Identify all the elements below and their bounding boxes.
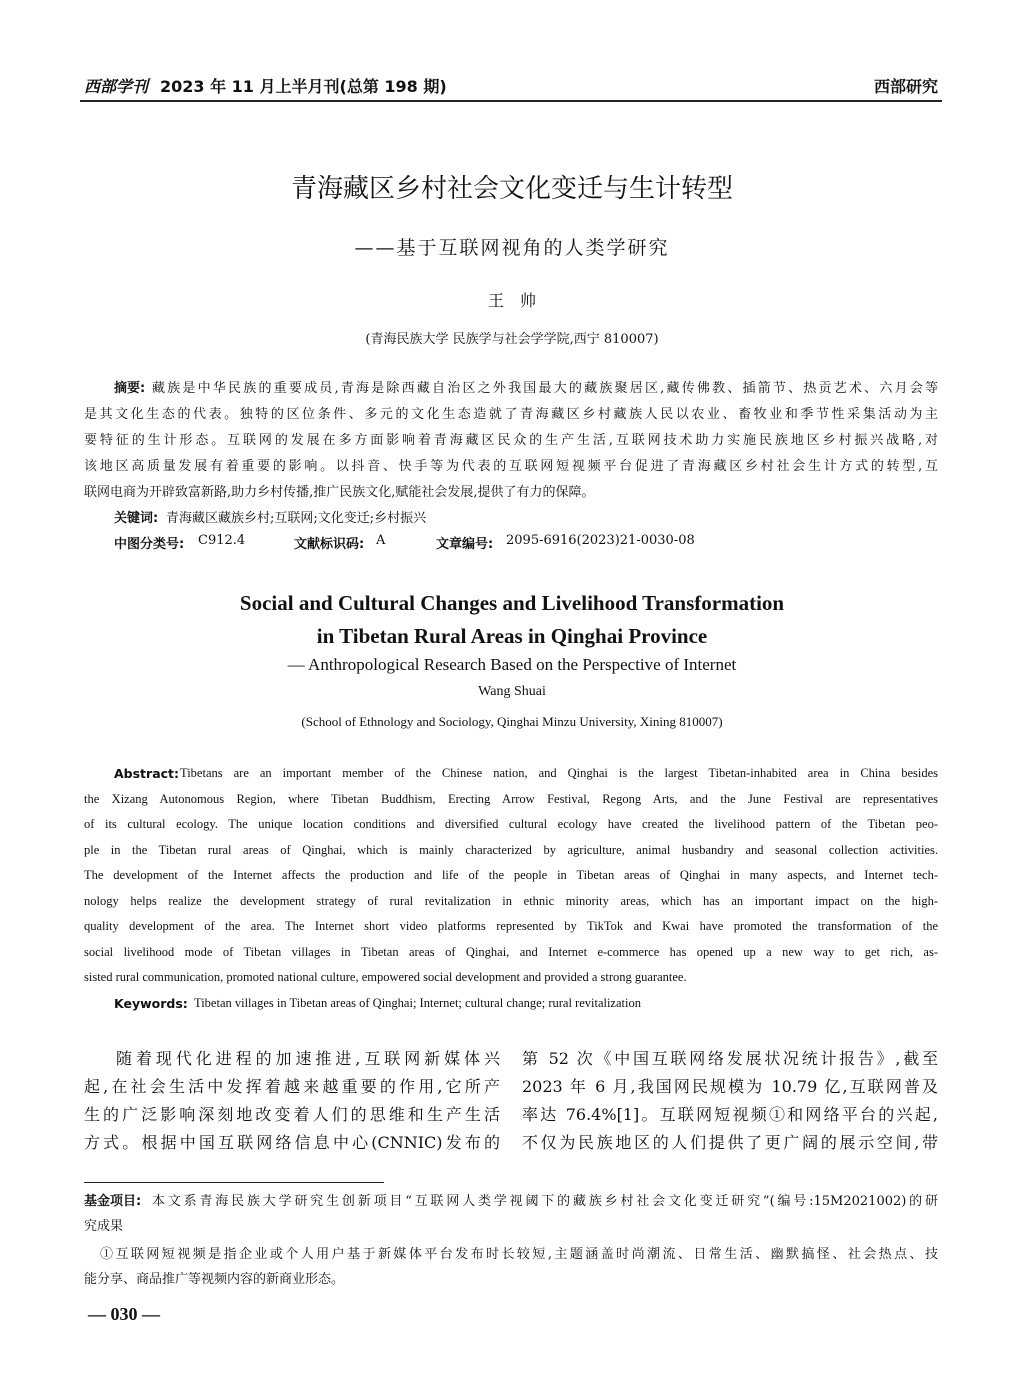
article-no-value: 2095-6916(2023)21-0030-08 <box>506 533 695 548</box>
abstract-cn-label: 摘要: <box>114 381 146 396</box>
footnote-line: 能分享、商品推广等视频内容的新商业形态。 <box>84 1272 345 1287</box>
abstract-en-line: ple in the Tibetan rural areas of Qinghai, which is mainly characterized by agriculture, animal husbandry and seasonal collection activities. <box>84 843 938 857</box>
article-no-label: 文章编号: <box>436 537 494 552</box>
abstract-en-line: nology helps realize the development strategy of rural revitalization in ethnic minority areas, which has an important impact on the high- <box>84 894 938 908</box>
keywords-en-label: Keywords: <box>114 996 188 1011</box>
body-line: 方式。根据中国互联网络信息中心(CNNIC)发布的 <box>84 1133 500 1152</box>
doc-code-value: A <box>376 533 386 548</box>
keywords-cn-label: 关键词: <box>114 511 159 526</box>
abstract-en-line: social livelihood mode of Tibetan villages in Tibetan areas of Qinghai, and Internet e-commerce has opened up a new way to get rich, as- <box>84 945 938 959</box>
clc-label: 中图分类号: <box>114 537 185 552</box>
affiliation-en: (School of Ethnology and Sociology, Qinghai Minzu University, Xining 810007) <box>301 714 723 729</box>
clc-value: C912.4 <box>198 533 246 548</box>
abstract-en-line: the Xizang Autonomous Region, where Tibetan Buddhism, Erecting Arrow Festival, Regong Arts, and the June Festival are representatives <box>84 792 938 806</box>
title-en-line: Social and Cultural Changes and Livelihood Transformation <box>239 591 785 615</box>
fund-label: 基金项目: <box>84 1194 142 1209</box>
title-en <box>0 587 1024 653</box>
journal-logo: 西部学刊 <box>84 77 149 96</box>
title-en-line: in Tibetan Rural Areas in Qinghai Province <box>316 624 708 648</box>
abstract-en-line: The development of the Internet affects the production and life of the people in Tibetan areas of Qinghai in many aspects, and Internet tech- <box>84 868 938 882</box>
abstract-en-label: Abstract: <box>114 766 180 781</box>
body-line: 生的广泛影响深刻地改变着人们的思维和生产生活 <box>84 1105 500 1124</box>
author: 王 帅 <box>487 291 536 310</box>
abstract-cn-line: 该地区高质量发展有着重要的影响。以抖音、快手等为代表的互联网短视频平台促进了青海藏区乡村社会生计方式的转型,互 <box>84 459 938 474</box>
affiliation: (青海民族大学 民族学与社会学学院,西宁 810007) <box>365 332 659 347</box>
header-rule <box>80 100 942 102</box>
abstract-cn-line: 联网电商为开辟致富新路,助力乡村传播,推广民族文化,赋能社会发展,提供了有力的保障。 <box>84 485 595 500</box>
abstract-cn-line: 要特征的生计形态。互联网的发展在多方面影响着青海藏区民众的生产生活,互联网技术助力实施民族地区乡村振兴战略,对 <box>84 433 938 448</box>
abstract-cn-line: 藏族是中华民族的重要成员,青海是除西藏自治区之外我国最大的藏族聚居区,藏传佛教、插箭节、热贡艺术、六月会等 <box>152 381 938 396</box>
paper-subtitle: ——基于互联网视角的人类学研究 <box>354 237 670 259</box>
author-en: Wang Shuai <box>478 684 546 699</box>
body-line: 第 52 次《中国互联网络发展状况统计报告》,截至 <box>522 1049 938 1068</box>
doc-code-label: 文献标识码: <box>294 537 365 552</box>
fund-line: 究成果 <box>84 1219 124 1234</box>
abstract-en-line: Tibetans are an important member of the Chinese nation, and Qinghai is the largest Tibetan-inhabited area in China besides <box>180 766 938 780</box>
page-number: — 030 — <box>88 1304 160 1324</box>
body-line: 起,在社会生活中发挥着越来越重要的作用,它所产 <box>84 1077 500 1096</box>
footnote-line: ①互联网短视频是指企业或个人用户基于新媒体平台发布时长较短,主题涵盖时尚潮流、日常生活、幽默搞怪、社会热点、技 <box>100 1247 938 1262</box>
body-line: 不仅为民族地区的人们提供了更广阔的展示空间,带 <box>522 1133 938 1152</box>
abstract-cn-line: 是其文化生态的代表。独特的区位条件、多元的文化生态造就了青海藏区乡村藏族人民以农业、畜牧业和季节性采集活动为主 <box>84 407 938 422</box>
body-line: 随着现代化进程的加速推进,互联网新媒体兴 <box>116 1049 500 1068</box>
abstract-en-line: quality development of the area. The Internet short video platforms represented by TikTok and Kwai have promoted the transformation of the <box>84 919 938 933</box>
section-name: 西部研究 <box>873 77 938 96</box>
abstract-en-line: of its cultural ecology. The unique location conditions and diversified cultural ecology have created the livelihood pattern of the Tibetan peo- <box>84 817 938 831</box>
abstract-en-line: sisted rural communication, promoted national culture, empowered social development and provided a strong guarantee. <box>84 970 687 984</box>
keywords-en: Tibetan villages in Tibetan areas of Qinghai; Internet; cultural change; rural revitalization <box>194 996 641 1010</box>
fund-line: 本文系青海民族大学研究生创新项目“互联网人类学视阈下的藏族乡村社会文化变迁研究”(编号:15M2021002)的研 <box>152 1194 938 1209</box>
footnote-rule <box>84 1182 384 1183</box>
keywords-cn: 青海藏区藏族乡村;互联网;文化变迁;乡村振兴 <box>166 511 427 526</box>
body-line: 2023 年 6 月,我国网民规模为 10.79 亿,互联网普及 <box>522 1077 938 1096</box>
paper-title: 青海藏区乡村社会文化变迁与生计转型 <box>290 174 733 204</box>
subtitle-en: — Anthropological Research Based on the Perspective of Internet <box>287 655 737 674</box>
issue-info: 2023 年 11 月上半月刊(总第 198 期) <box>160 77 447 96</box>
body-line: 率达 76.4%[1]。互联网短视频①和网络平台的兴起, <box>522 1105 938 1124</box>
